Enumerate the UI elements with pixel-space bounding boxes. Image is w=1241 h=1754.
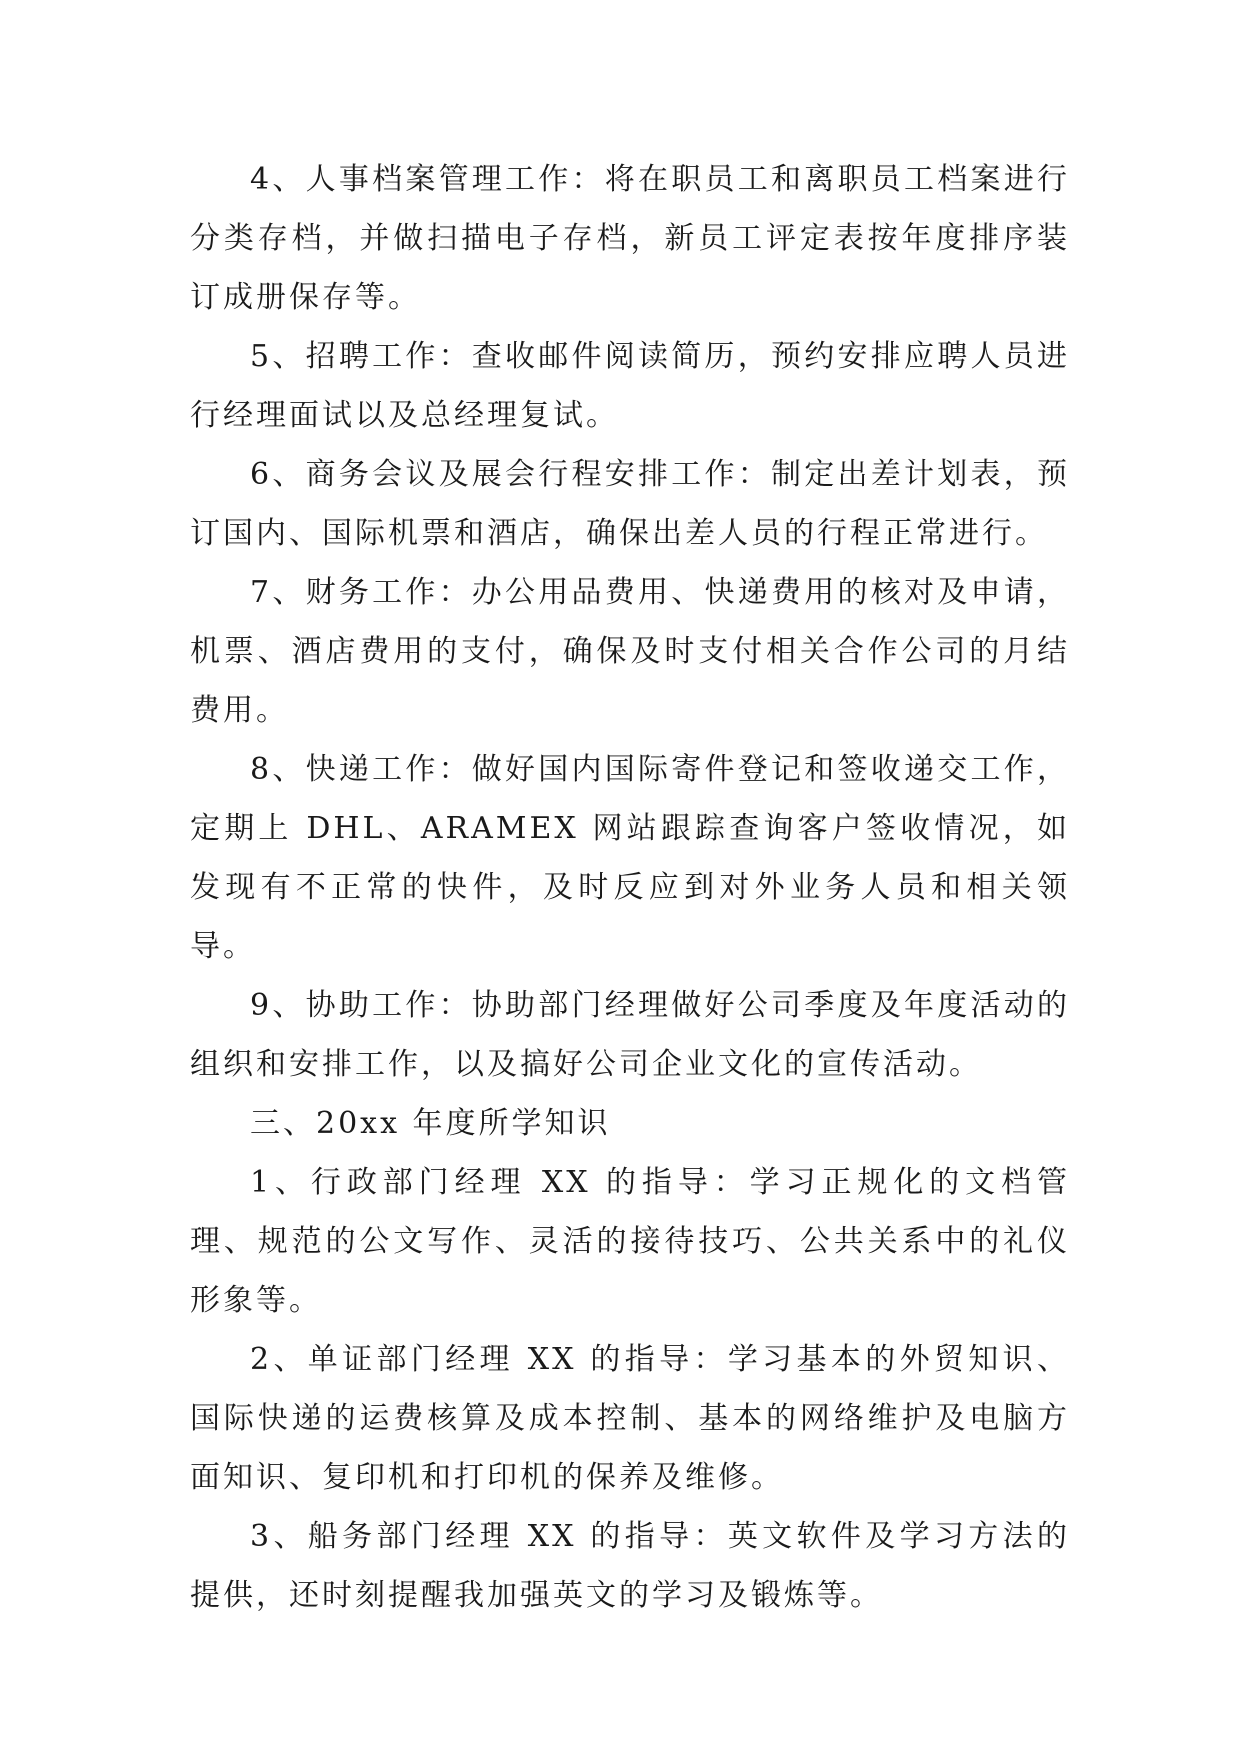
paragraph-personnel-files: 4、人事档案管理工作：将在职员工和离职员工档案进行分类存档，并做扫描电子存档，新员工评定表按年度排序装订成册保存等。 [190, 162, 1070, 315]
paragraph-shipping-guidance: 3、船务部门经理 XX 的指导：英文软件及学习方法的提供，还时刻提醒我加强英文的学习及锻炼等。 [190, 1519, 1070, 1613]
paragraph-documents-guidance: 2、单证部门经理 XX 的指导：学习基本的外贸知识、国际快递的运费核算及成本控制、基本的网络维护及电脑方面知识、复印机和打印机的保养及维修。 [190, 1342, 1070, 1495]
section-heading-knowledge: 三、20xx 年度所学知识 [250, 1106, 611, 1141]
paragraph-recruitment: 5、招聘工作：查收邮件阅读简历，预约安排应聘人员进行经理面试以及总经理复试。 [190, 339, 1070, 433]
paragraph-assistance: 9、协助工作：协助部门经理做好公司季度及年度活动的组织和安排工作，以及搞好公司企业文化的宣传活动。 [190, 988, 1070, 1082]
paragraph-admin-guidance: 1、行政部门经理 XX 的指导：学习正规化的文档管理、规范的公文写作、灵活的接待技巧、公共关系中的礼仪形象等。 [190, 1165, 1070, 1318]
paragraph-finance: 7、财务工作：办公用品费用、快递费用的核对及申请，机票、酒店费用的支付，确保及时支付相关合作公司的月结费用。 [190, 575, 1070, 728]
document-page [190, 150, 1070, 1625]
paragraph-business-travel: 6、商务会议及展会行程安排工作：制定出差计划表，预订国内、国际机票和酒店，确保出差人员的行程正常进行。 [190, 457, 1070, 551]
paragraph-courier: 8、快递工作：做好国内国际寄件登记和签收递交工作，定期上 DHL、ARAMEX 网站跟踪查询客户签收情况，如发现有不正常的快件，及时反应到对外业务人员和相关领导。 [190, 752, 1070, 964]
